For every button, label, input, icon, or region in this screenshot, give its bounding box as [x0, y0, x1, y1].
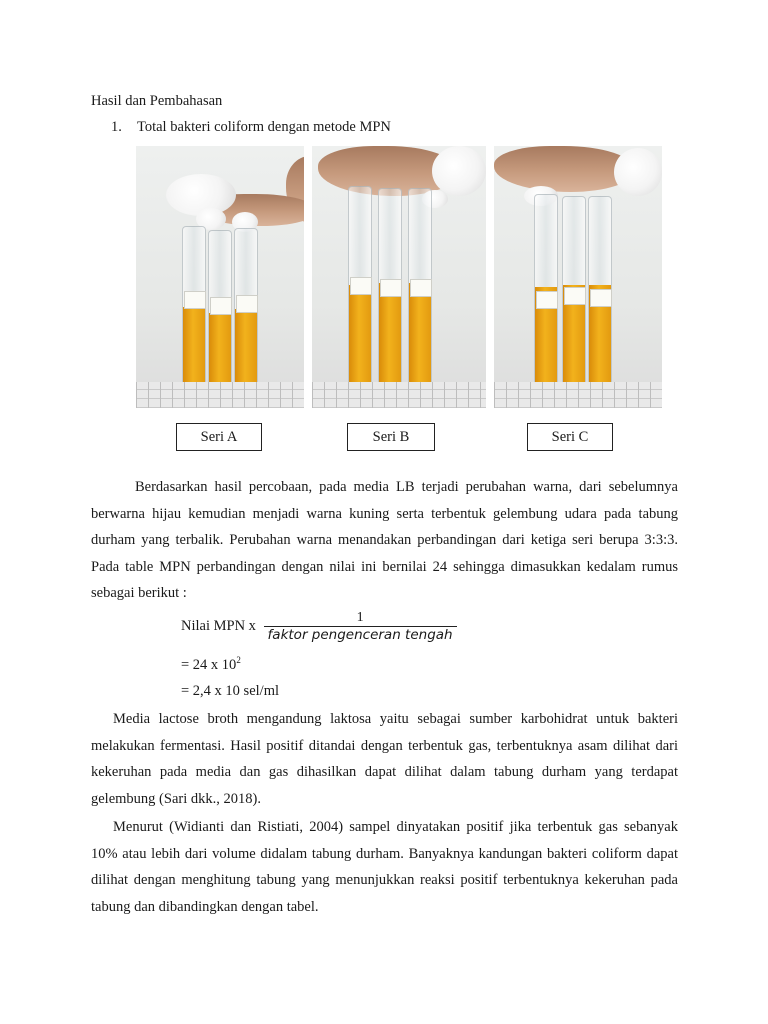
photo-seri-c: [494, 146, 662, 408]
photo-seri-b: [312, 146, 486, 408]
formula-mpn: [181, 610, 457, 643]
caption-seri-c: Seri C: [527, 423, 613, 451]
formula-numerator: 1: [356, 610, 364, 625]
formula-denominator: faktor pengenceran tengah: [267, 627, 453, 643]
paragraph-results-text: Berdasarkan hasil percobaan, pada media LB terjadi perubahan warna, dari sebelumnya berwarna hijau kemudian menjadi warna kuning serta terbentuk gelembung udara pada tabung durham yang terbalik. Perubahan warna menandakan perbandingan dari ketiga seri berupa 3:3:3. Pada table MPN perbandingan dengan nilai ini bernilai 24 sehingga dimasukkan kedalam rumus sebagai berikut :: [91, 479, 678, 601]
formula-fraction: [264, 610, 457, 643]
item-text: Total bakteri coliform dengan metode MPN: [137, 119, 391, 135]
paragraph-reference-text: Menurut (Widianti dan Ristiati, 2004) sampel dinyatakan positif jika terbentuk gas sebanyak 10% atau lebih dari volume didalam tabung durham. Banyaknya kandungan bakteri coliform dapat dilihat dengan menghitung tabung yang menunjukkan reaksi positif terbentuknya kekeruhan pada tabung dan dibandingkan dengan tabel.: [91, 819, 678, 915]
caption-seri-a: Seri A: [176, 423, 262, 451]
section-heading: Hasil dan Pembahasan: [91, 93, 223, 109]
paragraph-results: [91, 474, 678, 607]
formula-line-2: [181, 655, 241, 674]
formula-lhs: Nilai MPN x: [181, 617, 256, 634]
formula-line-3: = 2,4 x 10 sel/ml: [181, 683, 279, 699]
formula-exponent: 2: [236, 655, 241, 665]
paragraph-lactose: [91, 706, 678, 812]
numbered-item: [111, 119, 391, 136]
caption-seri-b: Seri B: [347, 423, 435, 451]
paragraph-lactose-text: Media lactose broth mengandung laktosa yaitu sebagai sumber karbohidrat untuk bakteri melakukan fermentasi. Hasil positif ditandai dengan terbentuk gas, terbentuknya asam dilihat dari kekeruhan pada media dan gas dihasilkan dapat dilihat dalam tabung durham yang terdapat gelembung (Sari dkk., 2018).: [91, 711, 678, 807]
item-number: 1.: [111, 119, 122, 135]
photo-seri-a: [136, 146, 304, 408]
paragraph-reference: [91, 814, 678, 920]
formula-line-2-text: = 24 x 10: [181, 656, 237, 673]
